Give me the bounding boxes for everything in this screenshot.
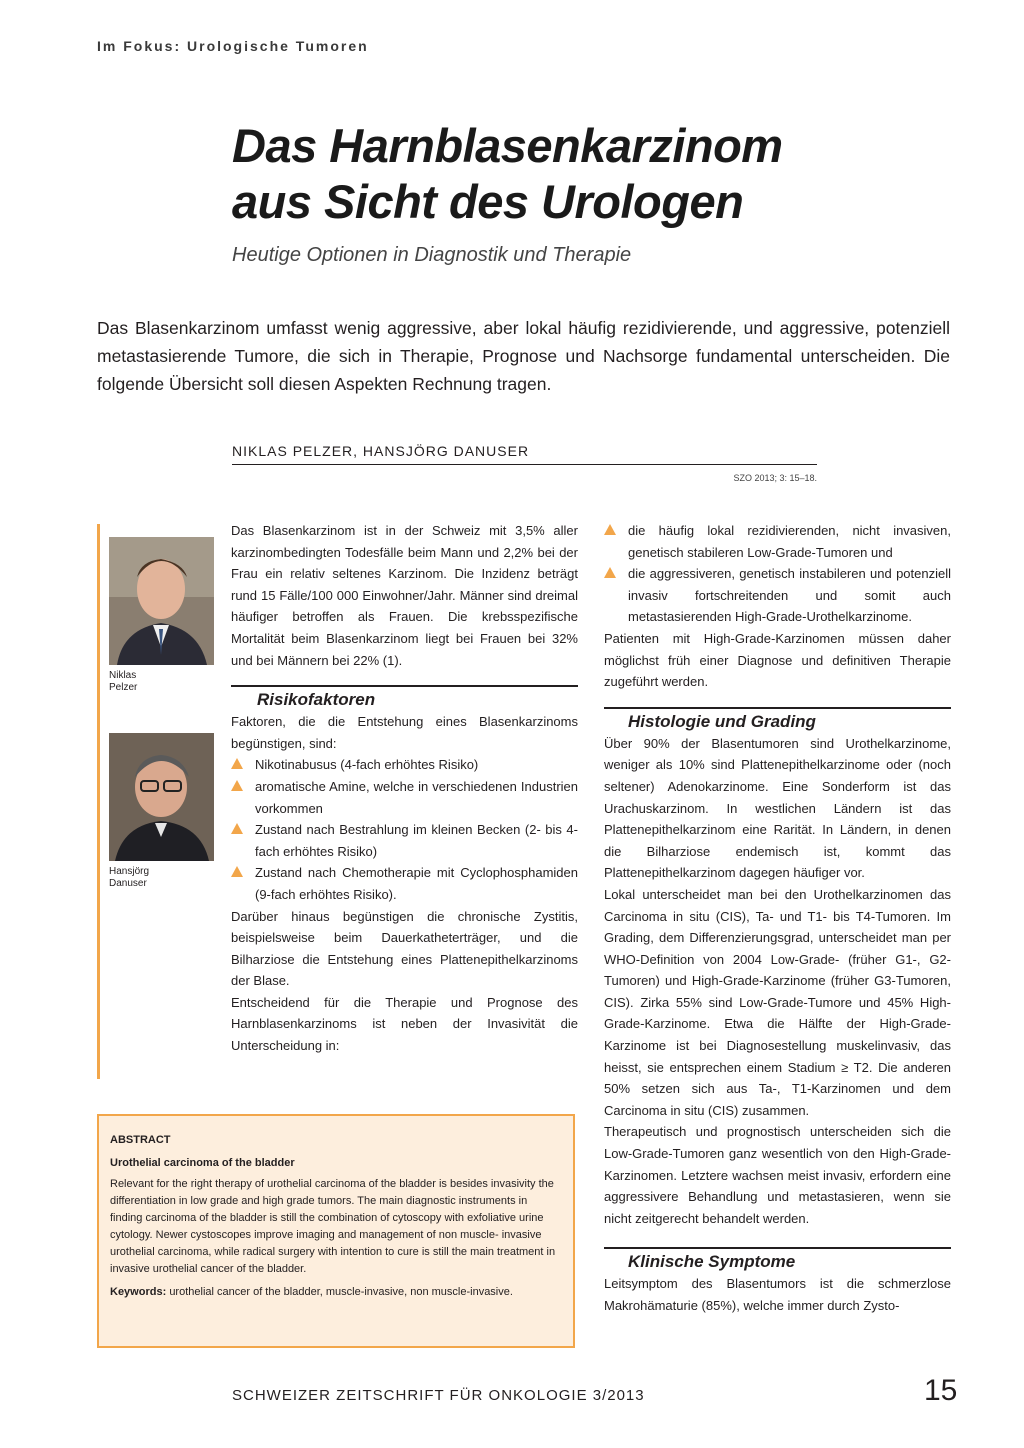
list-item: Nikotinabusus (4-fach erhöhtes Risiko) bbox=[231, 754, 578, 776]
list-item: die häufig lokal rezidivierenden, nicht invasiven, genetisch stabileren Low-Grade-Tumoren und bbox=[604, 520, 951, 563]
triangle-bullet-icon bbox=[231, 758, 243, 769]
list-item: Zustand nach Bestrahlung im kleinen Becken (2- bis 4-fach erhöhtes Risiko) bbox=[231, 819, 578, 862]
photo-caption-pelzer: Niklas Pelzer bbox=[109, 670, 138, 693]
abstract-body: Relevant for the right therapy of urothelial carcinoma of the bladder is besides invasivity the differentiation in low grade and high grade tumors. The main diagnostic instruments in finding carcinoma of the bladder is still the combination of cytoscopy with exfoliative urine cytology. Newer cystoscopes improve imaging and management of non muscle- invasive urothelial carcinoma, while radical surgery with intention to cure is still the main treatment in invasive urothelial cancer of the bladder. bbox=[110, 1178, 556, 1275]
histology-paragraph-3: Therapeutisch und prognostisch unterscheiden sich die Low-Grade-Tumoren ganz wesentlich von den High-Grade-Karzinomen. Letztere wachsen meist invasiv, erfordern eine aggressivere Behandlung und metastasieren, wenn sie nicht zeitgerecht behandelt werden. bbox=[604, 1124, 951, 1226]
author-photo-pelzer bbox=[109, 537, 214, 665]
photo-caption-danuser: Hansjörg Danuser bbox=[109, 866, 150, 889]
section-rule bbox=[231, 685, 578, 687]
citation: SZO 2013; 3: 15–18. bbox=[733, 473, 817, 483]
triangle-bullet-icon bbox=[604, 567, 616, 578]
abstract-title: Urothelial carcinoma of the bladder bbox=[110, 1157, 295, 1169]
lead-paragraph: Das Blasenkarzinom umfasst wenig aggressive, aber lokal häufig rezidivierende, und aggressive, potenziell metastasierende Tumore, die sich in Therapie, Prognose und Nachsorge fundamental unterscheiden. Die folgende Übersicht soll diesen Aspekten Rechnung tragen. bbox=[97, 318, 950, 394]
title-line-1: Das Harnblasenkarzinom bbox=[232, 119, 783, 172]
photo-column-rule bbox=[97, 524, 100, 1079]
page-number: 15 bbox=[924, 1374, 958, 1407]
patients-paragraph: Patienten mit High-Grade-Karzinomen müssen daher möglichst früh einer Diagnose und definitiven Therapie zugeführt werden. bbox=[604, 630, 951, 690]
authors: NIKLAS PELZER, HANSJÖRG DANUSER bbox=[232, 443, 530, 459]
symptoms-paragraph: Leitsymptom des Blasentumors ist die schmerzlose Makrohämaturie (85%), welche immer durch Zysto- bbox=[604, 1276, 951, 1313]
heading-histologie: Histologie und Grading bbox=[628, 711, 816, 731]
authors-rule bbox=[232, 464, 817, 465]
article-title bbox=[232, 118, 932, 230]
abstract-label: ABSTRACT bbox=[110, 1134, 171, 1146]
heading-symptome: Klinische Symptome bbox=[628, 1252, 796, 1272]
triangle-bullet-icon bbox=[231, 823, 243, 834]
journal-footer: SCHWEIZER ZEITSCHRIFT FÜR ONKOLOGIE 3/2013 bbox=[232, 1387, 645, 1404]
section-rule bbox=[604, 707, 951, 709]
histology-paragraph-1: Über 90% der Blasentumoren sind Urothelkarzinome, weniger als 10% sind Plattenepithelkarzinome oder (noch seltener) Adenokarzinome. Eine Sonderform ist das Urachuskarzinom. In westlichen Ländern ist das Plattenepithelkarzinom eine Rarität. In Ländern, in denen die Bilharziose endemisch ist, kommt das Plattenepithelkarzinom dagegen häufiger vor. bbox=[604, 735, 951, 881]
abstract-keywords: Keywords: urothelial cancer of the bladder, muscle-invasive, non muscle-invasive. bbox=[110, 1286, 513, 1298]
article-subtitle: Heutige Optionen in Diagnostik und Therapie bbox=[232, 244, 632, 266]
grade-list bbox=[604, 520, 951, 628]
triangle-bullet-icon bbox=[231, 780, 243, 791]
triangle-bullet-icon bbox=[604, 524, 616, 535]
section-rule bbox=[604, 1247, 951, 1249]
risk-paragraph-2: Darüber hinaus begünstigen die chronische Zystitis, beispielsweise beim Dauerkatheterträger, und die Bilharziose die Entstehung eines Plattenepithelkarzinoms der Blase. bbox=[231, 908, 578, 989]
histology-paragraph-2: Lokal unterscheidet man bei den Urothelkarzinomen das Carcinoma in situ (CIS), Ta- und T1- bis T4-Tumoren. Im Grading, dem Differenzierungsgrad, unterscheidet man per WHO-Definition von 2004 Low-Grade- (früher G1-, G2-Tumoren) und High-Grade-Karzinome (früher G3-Tumoren, CIS). Zirka 55% sind Low-Grade-Tumore und 45% High-Grade-Karzinome. Etwa die Hälfte der High-Grade-Karzinome ist bei Diagnosestellung muskelinvasiv, das heisst, sie entsprechen einem Stadium ≥ T2. Die anderen 50% setzen sich aus Ta-, T1-Karzinomen und dem Carcinoma in situ (CIS) zusammen. bbox=[604, 886, 951, 1118]
column-2 bbox=[604, 520, 951, 1317]
risk-paragraph-3: Entscheidend für die Therapie und Prognose des Harnblasenkarzinoms ist neben der Invasivität die Unterscheidung in: bbox=[231, 994, 578, 1054]
triangle-bullet-icon bbox=[231, 866, 243, 877]
risk-intro: Faktoren, die die Entstehung eines Blasenkarzinoms begünstigen, sind: bbox=[231, 714, 578, 751]
column-1 bbox=[231, 520, 578, 1057]
abstract-box bbox=[97, 1114, 575, 1348]
risk-list bbox=[231, 754, 578, 905]
title-line-2: aus Sicht des Urologen bbox=[232, 175, 744, 228]
list-item: aromatische Amine, welche in verschiedenen Industrien vorkommen bbox=[231, 776, 578, 819]
heading-risikofaktoren: Risikofaktoren bbox=[257, 690, 376, 710]
author-photo-danuser bbox=[109, 733, 214, 861]
intro-paragraph: Das Blasenkarzinom ist in der Schweiz mit 3,5% aller karzinombedingten Todesfälle beim Mann und 2,2% bei der Frau ein relativ seltenes Karzinom. Die Inzidenz beträgt rund 15 Fälle/100 000 Einwohner/Jahr. Männer sind dreimal häufiger betroffen als Frauen. Die krebsspezifische Mortalität beim Blasenkarzinom liegt bei Frauen bei 32% und bei Männern bei 22% (1). bbox=[231, 523, 578, 668]
running-head: Im Fokus: Urologische Tumoren bbox=[97, 38, 369, 54]
list-item: Zustand nach Chemotherapie mit Cyclophosphamiden (9-fach erhöhtes Risiko). bbox=[231, 862, 578, 905]
list-item: die aggressiveren, genetisch instabileren und potenziell invasiv fortschreitenden und somit auch metastasierenden High-Grade-Urothelkarzinome. bbox=[604, 563, 951, 628]
